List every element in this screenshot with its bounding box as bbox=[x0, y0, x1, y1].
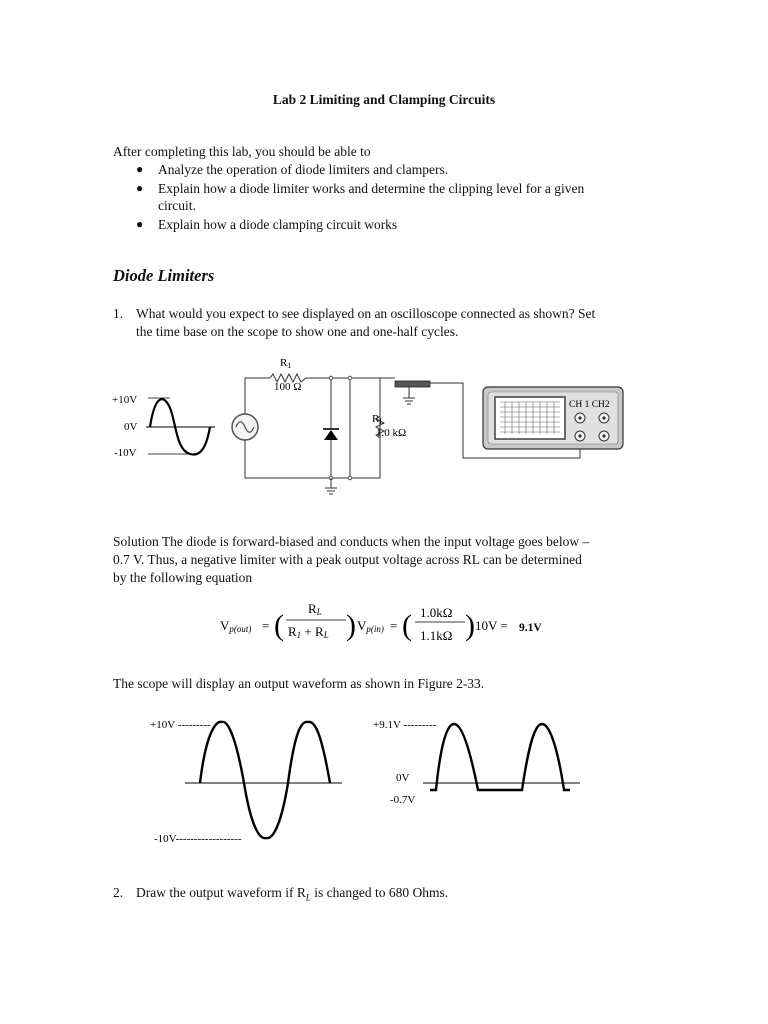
solution-text: Solution The diode is forward-biased and conducts when the input voltage goes below – bbox=[113, 534, 590, 549]
question-text: What would you expect to see displayed on an oscilloscope connected as shown? Set bbox=[136, 306, 596, 321]
ac-source-icon bbox=[232, 414, 258, 440]
times-term: 10V = bbox=[475, 618, 508, 633]
scope-probe-icon bbox=[395, 381, 430, 404]
node-dots bbox=[329, 376, 352, 480]
page-title: Lab 2 Limiting and Clamping Circuits bbox=[272, 92, 496, 107]
scope-channels-label: CH 1 CH2 bbox=[569, 400, 610, 410]
vin-term: Vp(in) bbox=[357, 618, 384, 634]
equals-sign: = bbox=[262, 618, 270, 633]
objective-text: Analyze the operation of diode limiters and clampers. bbox=[158, 162, 449, 177]
fraction-numerator: RL bbox=[308, 601, 322, 617]
scope-text: The scope will display an output waveform as shown in Figure 2-33. bbox=[113, 676, 485, 691]
r1-label: R1 bbox=[280, 357, 292, 370]
objective-text: Explain how a diode limiter works and determine the clipping level for a given bbox=[158, 181, 585, 196]
open-paren-2: ( bbox=[402, 609, 412, 642]
diode-icon bbox=[323, 417, 339, 440]
full-sine-waveform bbox=[185, 722, 342, 838]
open-paren: ( bbox=[274, 609, 284, 642]
objective-item bbox=[136, 161, 449, 178]
r1-value: 100 Ω bbox=[274, 381, 302, 393]
ground-icon bbox=[325, 478, 337, 494]
bullet-icon: ● bbox=[136, 217, 144, 231]
fraction2-denominator: 1.1kΩ bbox=[420, 628, 453, 643]
question-number: 1. bbox=[113, 306, 124, 321]
right-top-label: +9.1V --------- bbox=[373, 719, 437, 731]
objective-item bbox=[136, 216, 398, 233]
objective-continuation: circuit. bbox=[158, 198, 196, 213]
close-paren-2: ) bbox=[465, 609, 475, 642]
left-bottom-label: -10V------------------ bbox=[154, 833, 242, 845]
equation bbox=[210, 596, 570, 652]
bullet-icon: ● bbox=[136, 162, 144, 176]
equation-lhs: Vp(out) bbox=[220, 618, 252, 634]
solution-text: 0.7 V. Thus, a negative limiter with a peak output voltage across RL can be determined bbox=[113, 552, 582, 567]
right-clip-label: -0.7V bbox=[390, 794, 416, 806]
equals-sign-2: = bbox=[390, 618, 398, 633]
output-waveforms-figure bbox=[140, 710, 600, 850]
question-text: Draw the output waveform if $R_L$ is changed to 680 Ohms. bbox=[136, 885, 449, 903]
question-number: 2. bbox=[113, 885, 124, 900]
objective-item bbox=[136, 180, 585, 197]
input-neg-label: -10V bbox=[114, 447, 137, 459]
intro-text: After completing this lab, you should be able to bbox=[113, 144, 371, 159]
rl-value: 1.0 kΩ bbox=[376, 427, 407, 439]
input-sine-waveform bbox=[146, 398, 215, 455]
input-pos-label: +10V bbox=[112, 394, 138, 406]
solution-text: by the following equation bbox=[113, 570, 253, 585]
equation-result: 9.1V bbox=[519, 622, 542, 634]
close-paren: ) bbox=[346, 609, 356, 642]
clipped-sine-waveform bbox=[423, 724, 580, 790]
right-zero-label: 0V bbox=[396, 772, 410, 784]
fraction-denominator: R1 + RL bbox=[288, 624, 329, 640]
limiter-circuit-diagram bbox=[100, 350, 660, 500]
question-text: the time base on the scope to show one and one-half cycles. bbox=[136, 324, 459, 339]
bullet-icon: ● bbox=[136, 181, 144, 195]
fraction2-numerator: 1.0kΩ bbox=[420, 605, 453, 620]
oscilloscope-icon bbox=[483, 387, 623, 449]
objective-text: Explain how a diode clamping circuit works bbox=[158, 217, 398, 232]
rl-label: RL bbox=[372, 413, 385, 426]
section-heading: Diode Limiters bbox=[113, 266, 215, 285]
input-zero-label: 0V bbox=[124, 421, 138, 433]
left-top-label: +10V --------- bbox=[150, 719, 211, 731]
